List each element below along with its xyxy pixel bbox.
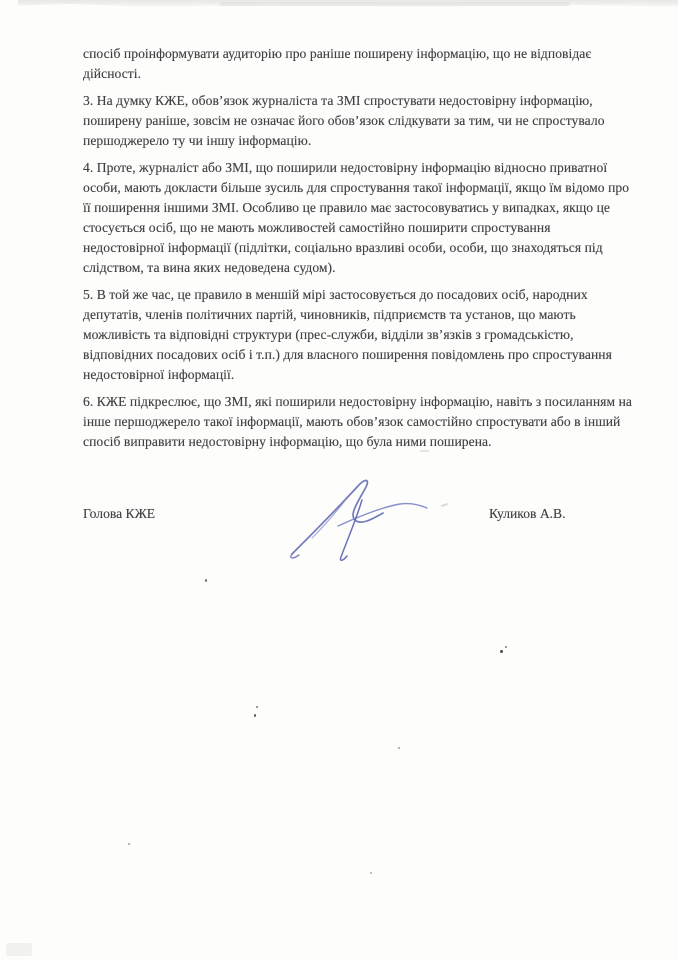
scan-edge-artifact-dark (220, 2, 570, 6)
paragraph-3 (83, 91, 628, 151)
text-line: депутатів, членів політичних партій, чиновників, підприємств та установ, що мають (83, 307, 576, 322)
text-line: поширену раніше, зовсім не означає його обов’язок слідкувати за тим, чи не спростувало (83, 113, 605, 128)
handwritten-signature-icon (282, 472, 434, 566)
scan-speck (205, 579, 207, 582)
document-text (83, 44, 632, 459)
text-line: можливість та відповідні структури (прес-служби, відділи зв’язків з громадськістю, (83, 327, 574, 342)
text-line: 5. В той же час, це правило в меншій мірі застосовується до посадових осіб, народних (83, 287, 588, 302)
scan-speck (256, 706, 258, 708)
scan-speck (500, 650, 503, 653)
scan-smudge (420, 450, 429, 452)
text-line: стосується осіб, що не мають можливостей самостійно поширити спростування (83, 220, 551, 235)
text-line: відповідних посадових осіб і т.п.) для власного поширення повідомлень про спростування (83, 347, 612, 362)
text-line: дійсності. (83, 66, 142, 81)
text-line: недостовірної інформації. (83, 367, 235, 382)
text-line: її поширення іншими ЗМІ. Особливо це правило має застосовуватись у випадках, якщо це (83, 200, 611, 215)
signer-role-label: Голова КЖЕ (83, 506, 156, 521)
text-line: першоджерело ту чи іншу інформацію. (83, 133, 312, 148)
paragraph-4 (83, 158, 628, 278)
scan-speck (398, 747, 400, 749)
scan-smudge (441, 503, 448, 507)
text-line: інше першоджерело такої інформації, мають обов’язок самостійно спростувати або в інший (83, 414, 621, 429)
text-line: спосіб проінформувати аудиторію про раніше поширену інформацію, що не відповідає (83, 46, 592, 61)
scan-speck (370, 872, 372, 874)
scan-corner-artifact (6, 943, 32, 956)
scan-speck (254, 714, 256, 717)
text-line: слідством, та вина яких недоведена судом). (83, 260, 336, 275)
text-line: особи, мають докласти більше зусиль для спростування такої інформації, якщо їм відомо про (83, 180, 630, 195)
paragraph-2-continuation (83, 44, 628, 84)
text-line: спосіб виправити недостовірну інформацію, що була ними поширена. (83, 434, 492, 449)
scan-speck (128, 843, 130, 845)
paragraph-5 (83, 285, 628, 385)
text-line: недостовірної інформації (підлітки, соціально вразливі особи, особи, що знаходяться під (83, 240, 603, 255)
text-line: 3. На думку КЖЕ, обов’язок журналіста та ЗМІ спростувати недостовірну інформацію, (83, 93, 593, 108)
scan-speck (505, 646, 507, 648)
paragraph-6 (83, 392, 632, 452)
signer-name-label: Куликов А.В. (489, 506, 566, 521)
text-line: 4. Проте, журналіст або ЗМІ, що поширили недостовірну інформацію відносно приватної (83, 160, 608, 175)
text-line: 6. КЖЕ підкреслює, що ЗМІ, які поширили недостовірну інформацію, навіть з посиланням на (83, 394, 632, 409)
